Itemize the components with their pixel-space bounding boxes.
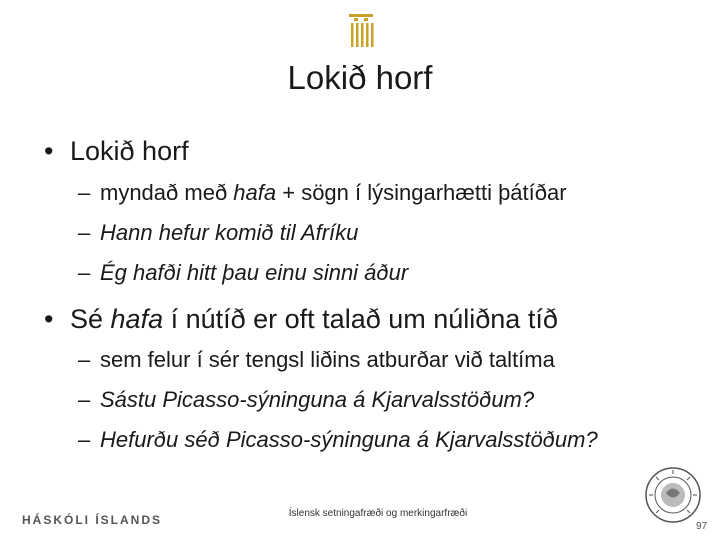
- university-seal-icon: [644, 466, 702, 524]
- course-name: Íslensk setningafræði og merkingarfræði: [288, 508, 468, 519]
- example-sentence: Ég hafði hitt þau einu sinni áður: [100, 260, 409, 285]
- sub-bullet-2-2: [78, 385, 534, 415]
- text-part: + sögn í lýsingarhætti þátíðar: [276, 180, 567, 205]
- sub-bullet-1-1: [78, 178, 567, 208]
- text-part: sem felur í sér tengsl liðins atburðar við taltíma: [100, 347, 555, 372]
- bullet-mark: •: [44, 304, 54, 334]
- text-part: Sé: [70, 304, 111, 334]
- dash-mark: –: [78, 220, 91, 245]
- text-part-italic: hafa: [233, 180, 277, 205]
- sub-bullet-1-2: [78, 218, 358, 248]
- text-part: myndað með: [100, 180, 234, 205]
- dash-mark: –: [78, 180, 91, 205]
- institution-name: HÁSKÓLI ÍSLANDS: [22, 513, 163, 527]
- sub-bullet-2-3: [78, 425, 598, 455]
- sub-bullet-2-1: [78, 345, 555, 375]
- text-part: í nútíð er oft talað um núliðna tíð: [163, 304, 558, 334]
- text-part-italic: hafa: [110, 304, 164, 334]
- example-sentence: Hann hefur komið til Afríku: [100, 220, 359, 245]
- example-sentence: Sástu Picasso-sýninguna á Kjarvalsstöðum?: [100, 387, 535, 412]
- bullet-2: [44, 302, 558, 336]
- dash-mark: –: [78, 387, 91, 412]
- bullet-1: [44, 134, 189, 168]
- example-sentence: Hefurðu séð Picasso-sýninguna á Kjarvalsstöðum?: [100, 427, 598, 452]
- slide-title: Lokið horf: [287, 59, 433, 96]
- sub-bullet-1-3: [78, 258, 408, 288]
- dash-mark: –: [78, 347, 91, 372]
- page-number: 97: [696, 521, 708, 532]
- dash-mark: –: [78, 260, 91, 285]
- bullet-mark: •: [44, 136, 54, 166]
- dash-mark: –: [78, 427, 91, 452]
- bullet-1-text: Lokið horf: [70, 136, 189, 166]
- university-building-logo-icon: [346, 12, 376, 52]
